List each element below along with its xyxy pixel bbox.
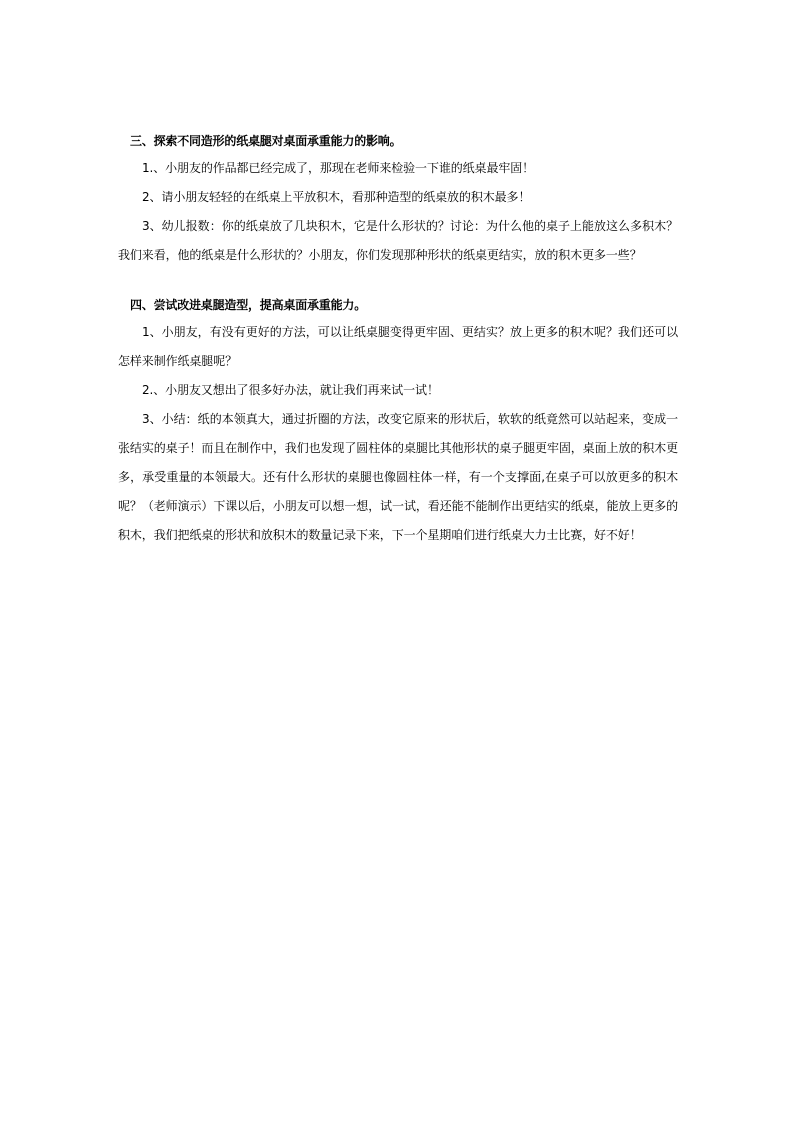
paragraph: 3、幼儿报数：你的纸桌放了几块积木，它是什么形状的？讨论：为什么他的桌子上能放这么多积木？我们来看，他的纸桌是什么形状的？小朋友，你们发现那种形状的纸桌更结实，放的积木更多一些？ [118,219,678,262]
section-three [118,128,678,270]
section-heading: 四、尝试改进桌腿造型，提高桌面承重能力。 [130,298,367,312]
paragraph: 1.、小朋友的作品都已经完成了，那现在老师来检验一下谁的纸桌最牢固！ [142,161,535,175]
paragraph: 2.、小朋友又想出了很多好办法，就让我们再来试一试！ [142,383,439,397]
section-spacer [118,270,678,292]
section-heading: 三、探索不同造形的纸桌腿对桌面承重能力的影响。 [130,134,402,148]
document-body [118,128,678,550]
section-four [118,292,678,550]
paragraph: 2、请小朋友轻轻的在纸桌上平放积木，看那种造型的纸桌放的积木最多！ [142,190,531,204]
paragraph: 3、小结：纸的本领真大，通过折圈的方法，改变它原来的形状后，软软的纸竟然可以站起来，变成一张结实的桌子！而且在制作中，我们也发现了圆柱体的桌腿比其他形状的桌子腿更牢固，桌面上放的积木更多，承受重量的本领最大。还有什么形状的桌腿也像圆柱体一样，有一个支撑面,在桌子可以放更多的积木呢？（老师演示）下课以后，小朋友可以想一想，试一试，看还能不能制作出更结实的纸桌，能放上更多的积木，我们把纸桌的形状和放积木的数量记录下来，下一个星期咱们进行纸桌大力士比赛，好不好！ [118,412,678,542]
paragraph: 1、小朋友，有没有更好的方法，可以让纸桌腿变得更牢固、更结实？放上更多的积木呢？我们还可以怎样来制作纸桌腿呢？ [118,325,678,368]
